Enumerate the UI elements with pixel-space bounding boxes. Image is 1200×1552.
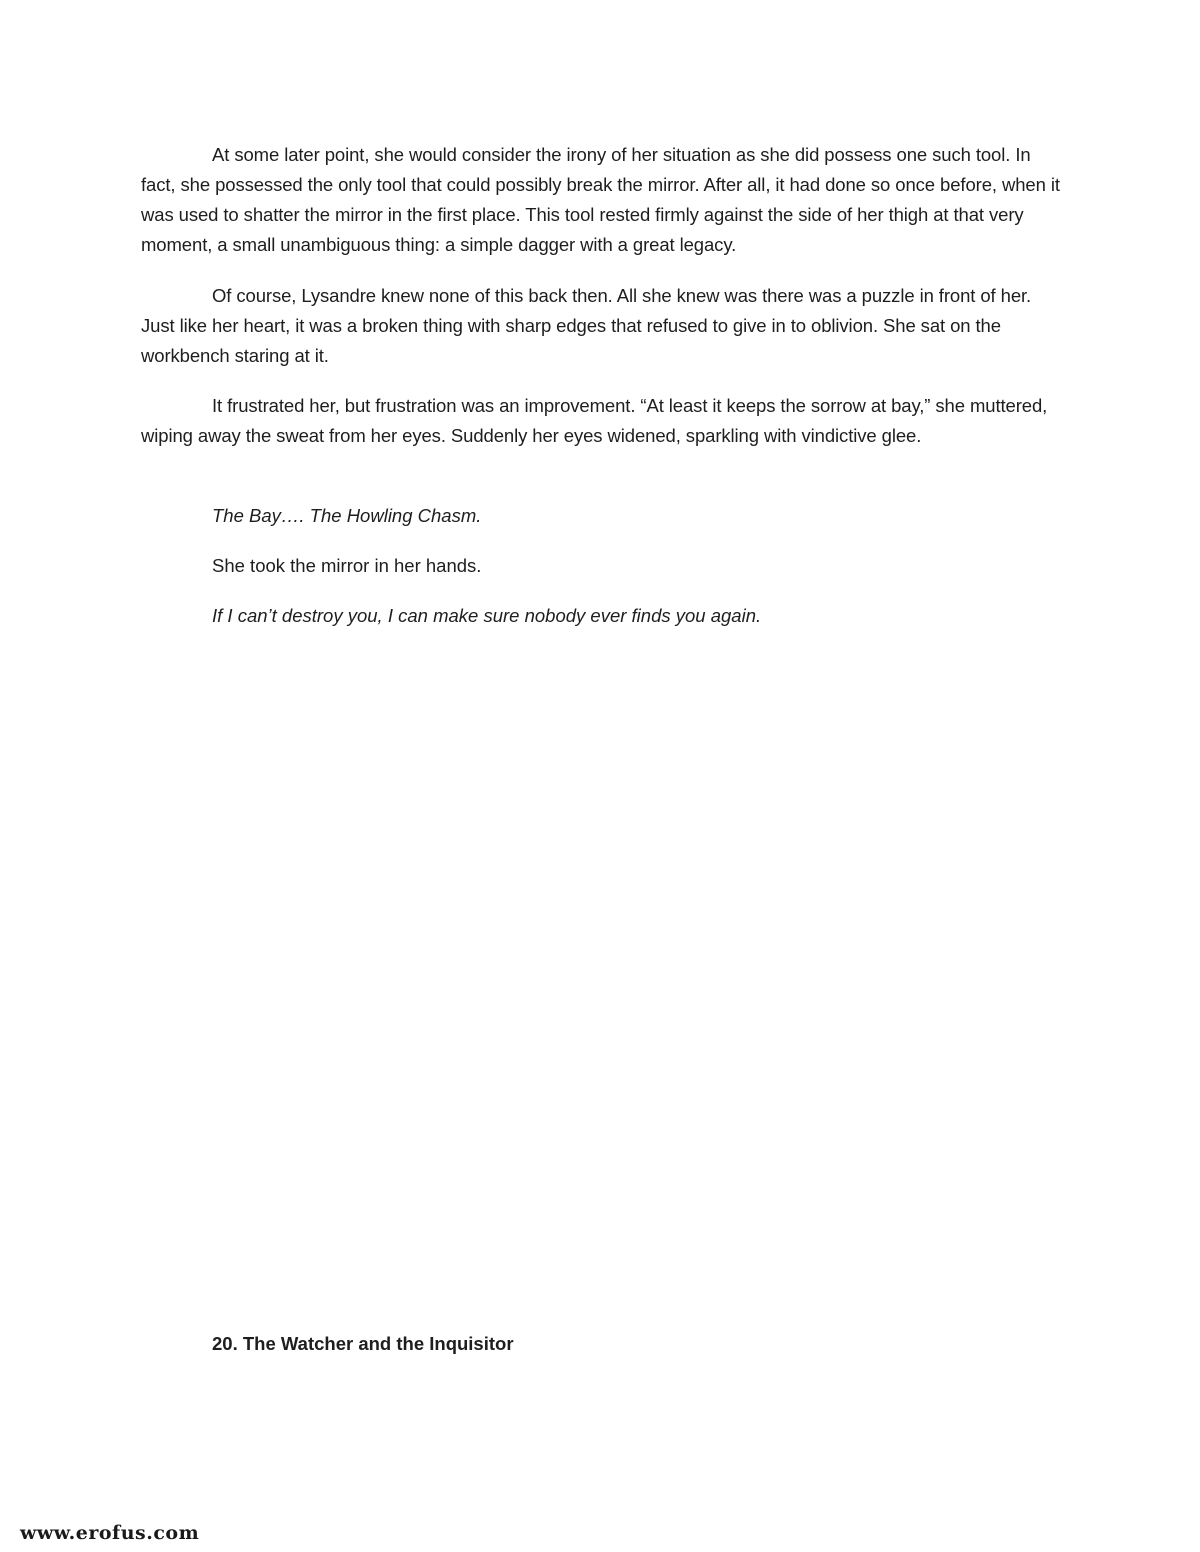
paragraph-puzzle: Of course, Lysandre knew none of this back then. All she knew was there was a puzzle in front of her. Just like her heart, it was a broken thing with sharp edges that refused to give in to oblivion. She sat on the workbench staring at it.	[141, 285, 1032, 366]
italic-thought-destroy: If I can’t destroy you, I can make sure nobody ever finds you again.	[212, 605, 762, 626]
paragraph-frustration: It frustrated her, but frustration was an improvement. “At least it keeps the sorrow at bay,” she muttered, wiping away the sweat from her eyes. Suddenly her eyes widened, sparkling with vindictive glee.	[141, 395, 1048, 446]
chapter-heading: 20. The Watcher and the Inquisitor	[212, 1333, 514, 1354]
paragraph-took-mirror: She took the mirror in her hands.	[212, 555, 482, 576]
watermark: www.erofus.com	[20, 1522, 200, 1544]
italic-thought-bay: The Bay…. The Howling Chasm.	[212, 505, 482, 526]
paragraph-irony: At some later point, she would consider the irony of her situation as she did possess one such tool. In fact, she possessed the only tool that could possibly break the mirror. After all, it had done so once before, when it was used to shatter the mirror in the first place. This tool rested firmly against the side of her thigh at that very moment, a small unambiguous thing: a simple dagger with a great legacy.	[141, 144, 1060, 255]
